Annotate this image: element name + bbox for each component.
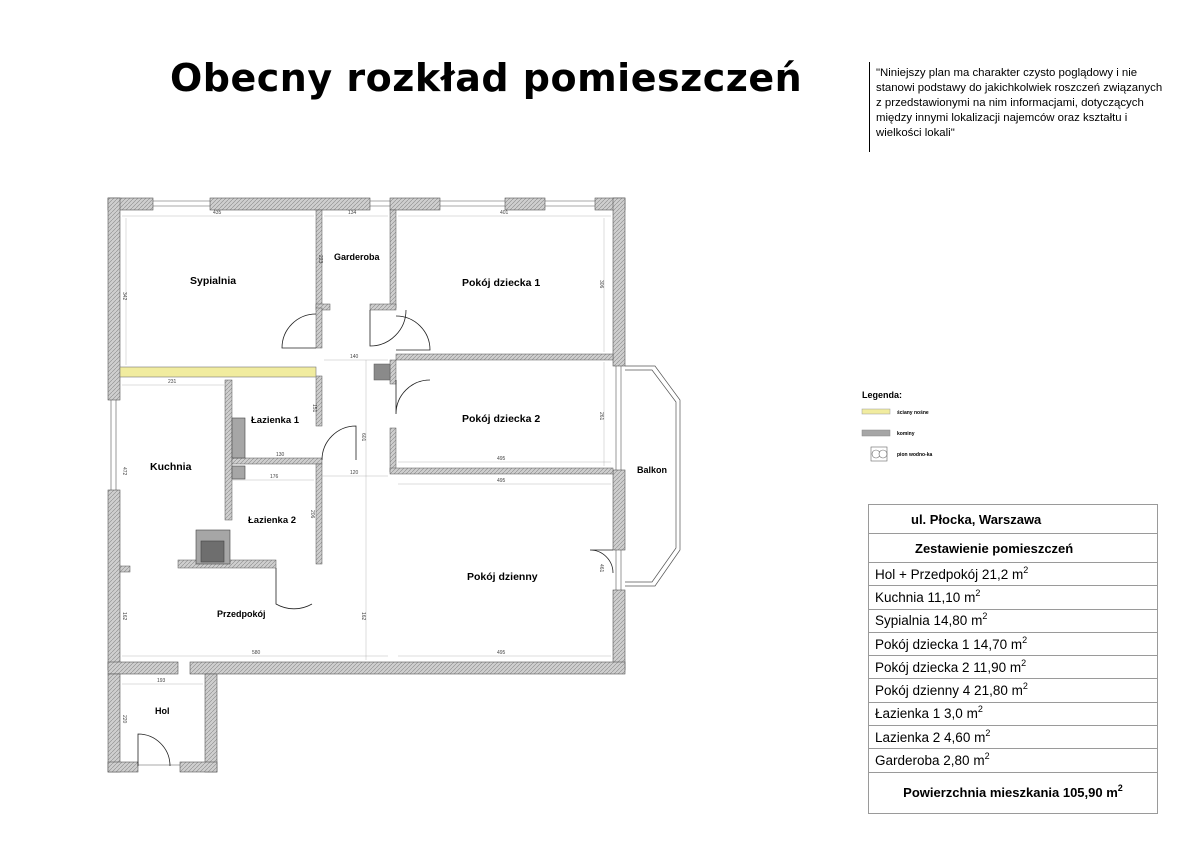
dim-label: 140 — [350, 354, 359, 360]
unit-exp: 2 — [1022, 634, 1028, 645]
unit-exp: 2 — [977, 704, 983, 715]
dim-label: 601 — [360, 433, 366, 442]
summary-row — [869, 656, 1158, 679]
wall-left-1 — [108, 198, 120, 400]
wall-garderoba-right — [390, 210, 396, 308]
summary-row-cell — [869, 586, 1158, 609]
unit: m — [974, 729, 986, 745]
summary-row — [869, 563, 1158, 586]
load-bearing-wall — [120, 367, 316, 377]
summary-row-cell — [869, 749, 1158, 772]
unit: m — [964, 589, 976, 605]
dim-label: 130 — [276, 452, 285, 458]
summary-row-label: Sypialnia 14,80 — [875, 613, 968, 629]
wall-top-2 — [210, 198, 370, 210]
wall-lazienka2-right — [316, 464, 322, 564]
unit: m — [1010, 636, 1023, 652]
wall-top-4 — [505, 198, 545, 210]
wall-pd2-left-top — [390, 360, 396, 384]
unit: m — [971, 613, 983, 629]
unit: m — [1011, 683, 1023, 699]
room-label-pokoj-dzienny: Pokój dzienny — [467, 571, 538, 583]
room-label-balkon: Balkon — [637, 465, 668, 475]
room-label-hol: Hol — [155, 706, 170, 716]
dim-label: 401 — [500, 210, 509, 216]
summary-row-label: Hol + Przedpokój 21,2 — [875, 566, 1009, 582]
wall-hol-bottom-1 — [108, 762, 138, 772]
summary-row-cell — [869, 656, 1158, 679]
wall-lazienka1-bottom — [232, 458, 322, 464]
room-label-lazienka-1: Łazienka 1 — [251, 415, 300, 426]
unit: m — [1011, 566, 1024, 582]
summary-row-label: Pokój dziecka 2 11,90 — [875, 659, 1007, 675]
dim-label: 495 — [497, 650, 506, 656]
summary-rows — [869, 563, 1158, 773]
unit-exp: 2 — [975, 587, 981, 598]
balcony — [625, 366, 680, 586]
summary-row-label: Garderoba 2,80 — [875, 753, 970, 769]
dim-label: 193 — [157, 678, 166, 684]
summary-heading: Zestawienie pomieszczeń — [869, 534, 1158, 563]
summary-row — [869, 749, 1158, 772]
unit-exp: 2 — [1021, 657, 1027, 668]
summary-heading-row — [869, 534, 1158, 563]
summary-address: ul. Płocka, Warszawa — [869, 505, 1158, 534]
room-label-kuchnia: Kuchnia — [150, 461, 192, 473]
dim-label: 134 — [348, 210, 357, 216]
unit: m — [1009, 659, 1022, 675]
dim-label: 495 — [497, 478, 506, 484]
summary-address-row — [869, 505, 1158, 534]
summary-row-label: Kuchnia 11,10 — [875, 589, 961, 605]
legend-label: kominy — [897, 431, 915, 437]
unit-exp: 2 — [1022, 681, 1028, 692]
summary-row-cell — [869, 726, 1158, 749]
room-label-garderoba: Garderoba — [334, 252, 380, 262]
unit-exp: 2 — [984, 751, 990, 762]
unit-exp: 2 — [1117, 783, 1123, 794]
dim-label: 231 — [168, 379, 177, 385]
summary-row — [869, 586, 1158, 609]
dim-label: 223 — [317, 255, 323, 264]
dim-label: 261 — [598, 412, 604, 421]
room-label-sypialnia: Sypialnia — [190, 275, 237, 287]
chimneys — [196, 418, 245, 564]
wall-hol-right — [205, 674, 217, 772]
wall-kuchnia-right — [225, 380, 232, 520]
wall-right-3 — [613, 590, 625, 670]
wall-right-2 — [613, 470, 625, 550]
wall-pd1-bottom — [396, 354, 613, 360]
wall-hol-top-corner — [120, 566, 130, 572]
summary-row-label: Pokój dziecka 1 14,70 — [875, 636, 1008, 652]
summary-row-label: Łazienka 1 3,0 — [875, 706, 963, 722]
room-label-przedpokoj: Przedpokój — [217, 609, 266, 619]
legend-label: pion wodno-ka — [897, 452, 933, 458]
page-title: Obecny rozkład pomieszczeń — [170, 56, 803, 100]
dim-label: 306 — [598, 280, 604, 289]
wall-right-1 — [613, 198, 625, 366]
summary-row-cell — [869, 702, 1158, 725]
wall-bottom-2 — [108, 662, 178, 674]
dim-label: 435 — [213, 210, 222, 216]
dim-label: 580 — [252, 650, 261, 656]
legend-title: Legenda: — [862, 390, 903, 400]
wall-pd2-left-bot — [390, 428, 396, 472]
wall-pd2-bottom — [390, 468, 613, 474]
interior-walls — [120, 210, 613, 572]
unit-exp: 2 — [1023, 564, 1029, 575]
legend-swatch-chimney — [862, 430, 890, 436]
dim-label: 220 — [121, 715, 127, 724]
wall-garderoba-bottom-r — [370, 304, 396, 310]
unit-exp: 2 — [985, 727, 991, 738]
room-label-pokoj-dziecka-1: Pokój dziecka 1 — [462, 277, 541, 289]
summary-total-row — [869, 772, 1158, 813]
outer-walls — [108, 198, 625, 772]
summary-row-cell — [869, 632, 1158, 655]
dim-label: 162 — [121, 612, 127, 621]
dim-label: 495 — [497, 456, 506, 462]
unit-exp: 2 — [982, 611, 988, 622]
dim-label: 151 — [311, 404, 317, 413]
water-riser-icon — [871, 447, 887, 461]
summary-row-label: Lazienka 2 4,60 — [875, 729, 971, 745]
dim-label: 206 — [309, 510, 315, 519]
summary-row-cell — [869, 609, 1158, 632]
wall-chimney-block — [374, 364, 390, 380]
legend-label: ściany nośne — [897, 410, 929, 416]
dim-label: 120 — [350, 470, 359, 476]
dim-label: 472 — [121, 467, 127, 476]
wall-lazienka1-right — [316, 376, 322, 426]
dim-label: 342 — [121, 292, 127, 301]
summary-total — [869, 772, 1158, 813]
legend-swatch-load-bearing — [862, 409, 890, 414]
summary-total-label: Powierzchnia mieszkania 105,90 — [903, 785, 1103, 801]
summary-row-cell — [869, 679, 1158, 702]
wall-hol-bottom-2 — [180, 762, 217, 772]
area-summary-table — [868, 504, 1158, 814]
unit: m — [1106, 785, 1118, 801]
dim-label: 176 — [270, 474, 279, 480]
wall-top-3 — [390, 198, 440, 210]
summary-row — [869, 679, 1158, 702]
dim-label: 461 — [598, 564, 604, 573]
legend — [862, 390, 932, 461]
summary-row — [869, 632, 1158, 655]
dim-label: 162 — [360, 612, 366, 621]
wall-left-2 — [108, 490, 120, 670]
room-label-pokoj-dziecka-2: Pokój dziecka 2 — [462, 413, 541, 425]
summary-row-cell — [869, 563, 1158, 586]
summary-row-label: Pokój dzienny 4 21,80 — [875, 683, 1008, 699]
summary-row — [869, 609, 1158, 632]
room-label-lazienka-2: Łazienka 2 — [248, 515, 297, 526]
summary-row — [869, 702, 1158, 725]
summary-row — [869, 726, 1158, 749]
unit: m — [966, 706, 978, 722]
unit: m — [973, 753, 985, 769]
wall-sypialnia-right — [316, 308, 322, 348]
wall-hol-left — [108, 674, 120, 772]
disclaimer-text: "Niniejszy plan ma charakter czysto poglądowy i nie stanowi podstawy do jakichkolwiek roszczeń związanych z przedstawionymi na nim informacjami, dotyczących między innymi lokalizacji najemców oraz kształtu i wielkości lokali" — [876, 67, 1163, 139]
wall-bottom-1 — [190, 662, 625, 674]
